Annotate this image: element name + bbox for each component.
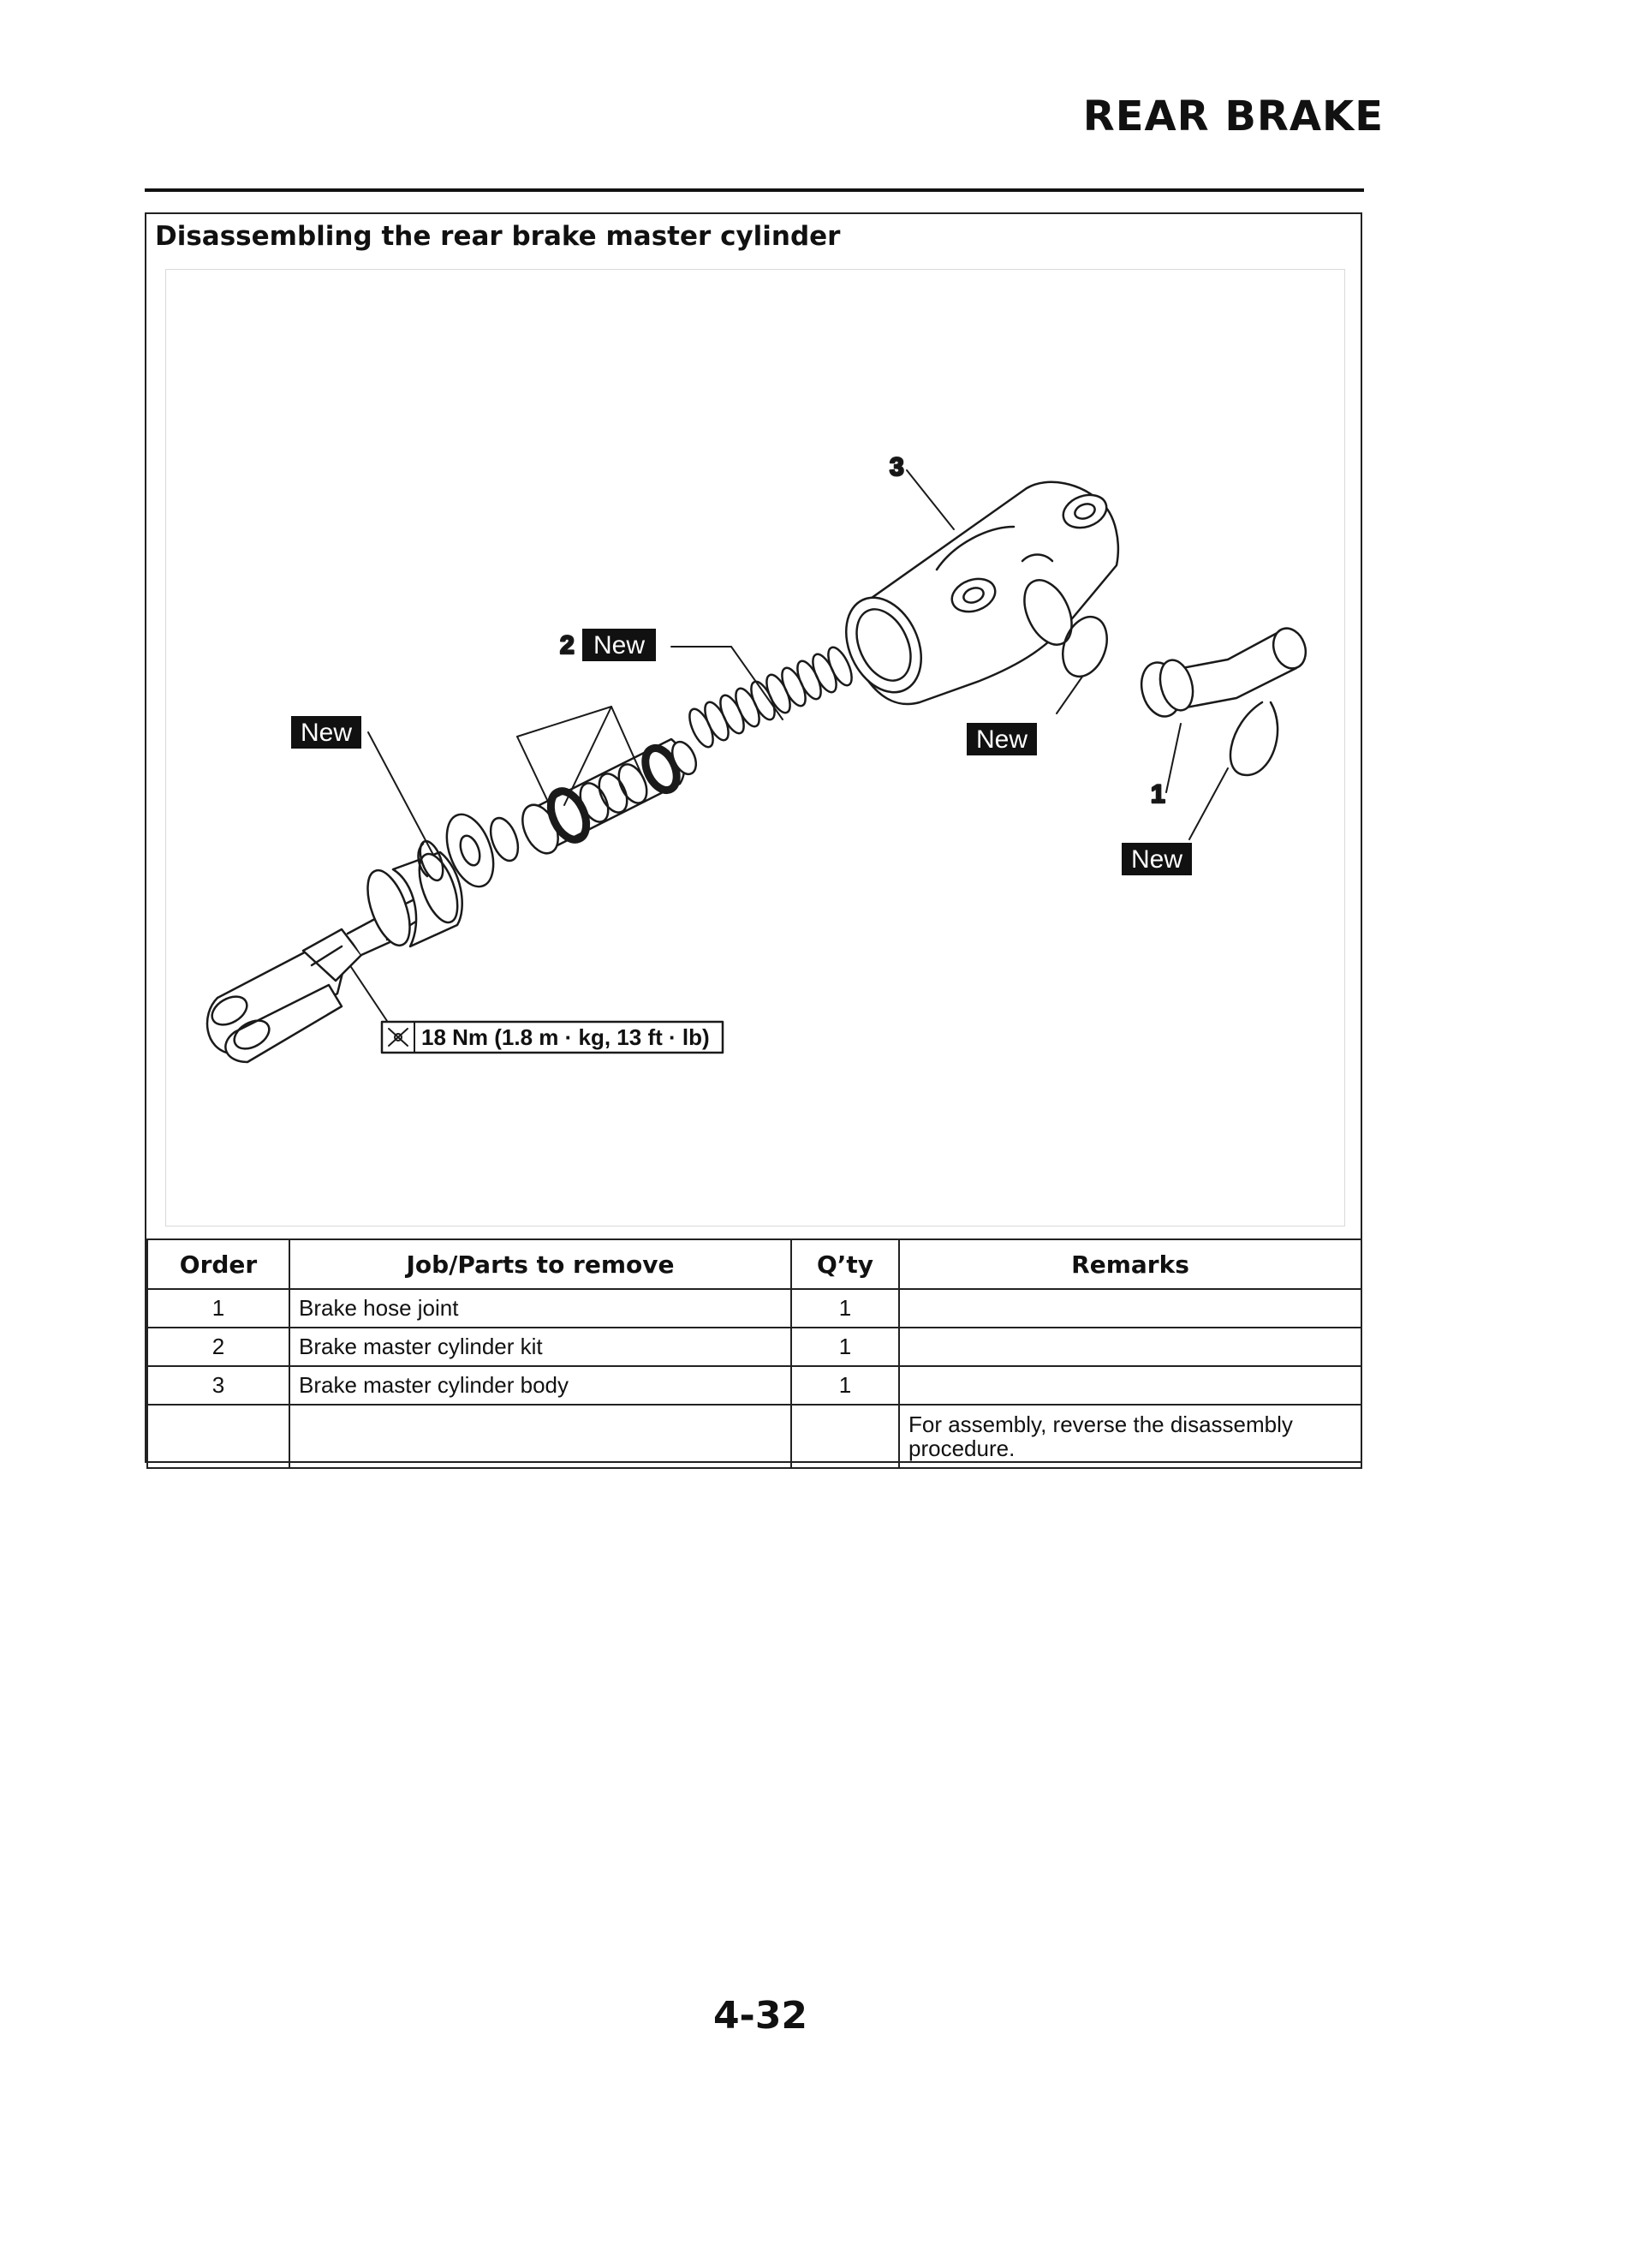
exploded-diagram [165,269,1345,1227]
cylinder-body-drawing [831,482,1118,705]
torque-spec-text: 18 Nm (1.8 m · kg, 13 ft · lb) [421,1024,710,1050]
cell-order [147,1405,289,1468]
header-qty: Q’ty [791,1239,899,1289]
exploded-diagram-svg [166,270,1344,1226]
header-remarks: Remarks [899,1239,1361,1289]
table-row [147,1328,1361,1366]
page-header-title: REAR BRAKE [1082,93,1384,140]
cell-qty: 1 [791,1289,899,1328]
table-row [147,1405,1361,1468]
parts-table [146,1238,1362,1469]
table-row [147,1289,1361,1328]
section-title: Disassembling the rear brake master cylinder [155,221,841,252]
svg-text:New: New [975,725,1028,754]
cell-job: Brake master cylinder body [289,1366,791,1405]
page-number: 4-32 [712,1994,808,2038]
spring-drawing [685,644,856,750]
header-rule [145,188,1364,192]
table-row [147,1366,1361,1405]
torque-spec-box [382,1022,723,1053]
svg-text:New: New [593,631,646,660]
cell-job [289,1405,791,1468]
svg-text:New: New [300,719,353,747]
callout-part-3: 3 [890,453,904,481]
cell-job: Brake master cylinder kit [289,1328,791,1366]
cell-remarks [899,1405,1361,1468]
new-badge-o-ring [967,723,1037,755]
cell-order: 2 [147,1328,289,1366]
callout-part-1: 1 [1151,780,1165,809]
header-job: Job/Parts to remove [289,1239,791,1289]
callout-part-2: 2 [560,631,575,660]
cell-job: Brake hose joint [289,1289,791,1328]
remarks-text: For assembly, reverse the disassembly procedure. [908,1412,1293,1461]
cell-qty [791,1405,899,1468]
table-header-row [147,1239,1361,1289]
new-badge-circlip-left [291,716,361,749]
cell-qty: 1 [791,1328,899,1366]
new-badge-circlip-right [1122,843,1192,875]
piston-kit-drawing [515,738,700,859]
header-order: Order [147,1239,289,1289]
hose-joint-drawing [1135,624,1311,720]
cell-remarks [899,1289,1361,1328]
section-frame [145,212,1362,1463]
new-badge-part2 [582,629,656,661]
circlip-drawing [1230,702,1278,775]
cell-remarks [899,1366,1361,1405]
cell-qty: 1 [791,1366,899,1405]
cell-order: 3 [147,1366,289,1405]
cell-remarks [899,1328,1361,1366]
cell-order: 1 [147,1289,289,1328]
svg-text:New: New [1130,845,1183,874]
